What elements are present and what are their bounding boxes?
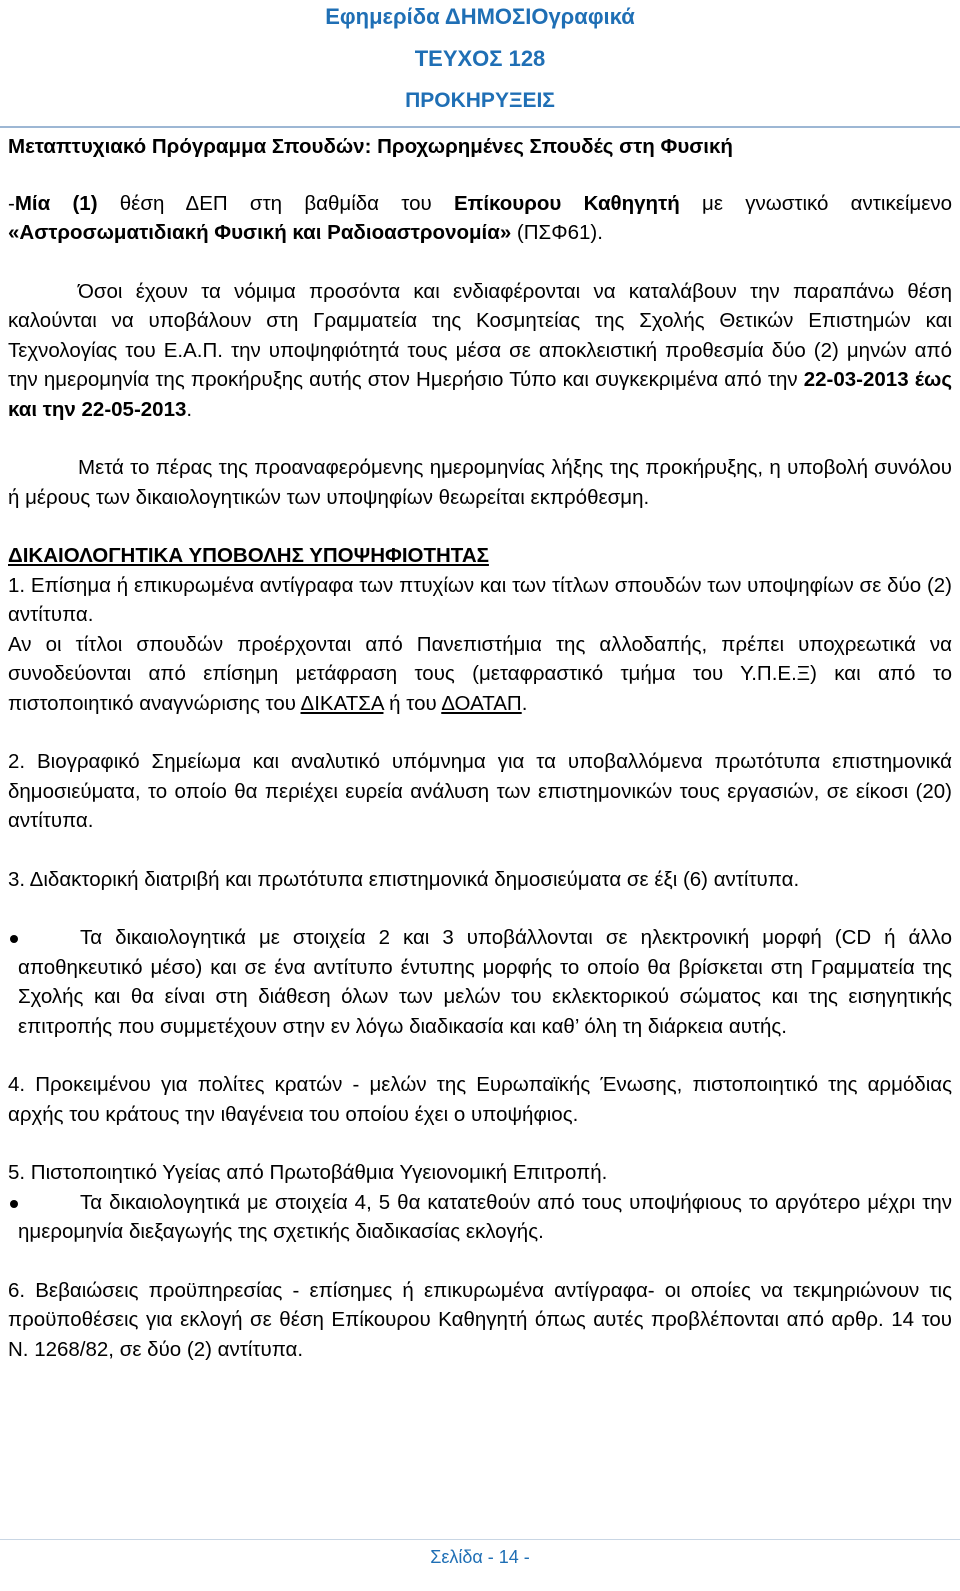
- invitation-text: Όσοι έχουν τα νόμιμα προσόντα και ενδιαφέρονται να καταλάβουν την παραπάνω θέση καλούνται να υποβάλουν στη Γραμματεία της Κοσμητείας της Σχολής Θετικών Επιστημών και Τεχνολογίας του Ε.Α.Π. την υποψηφιότητά τους μέσα σε αποκλειστική προθεσμία δύο (2) μηνών από την ημερομηνία της προκήρυξης αυτής στον Ημερήσιο Τύπο και συγκεκριμένα από την: [8, 279, 952, 391]
- requirements-heading: ΔΙΚΑΙΟΛΟΓΗΤΙΚΑ ΥΠΟΒΟΛΗΣ ΥΠΟΨΗΦΙΟΤΗΤΑΣ: [8, 544, 489, 567]
- invitation-paragraph: [8, 277, 952, 425]
- bullet-icon: [10, 935, 18, 943]
- bullet-electronic-submission: [8, 923, 952, 1041]
- submission-dates: 22-03-2013 έως και την 22-05-2013: [8, 368, 952, 421]
- document-body: [8, 129, 952, 1364]
- page-number: Σελίδα - 14 -: [430, 1547, 530, 1567]
- requirement-item-1: 1. Επίσημα ή επικυρωμένα αντίγραφα των πτυχίων και των τίτλων σπουδών των υποψηφίων σε δύο (2) αντίτυπα.: [8, 573, 952, 626]
- late-submission-paragraph: Μετά το πέρας της προαναφερόμενης ημερομηνίας λήξης της προκήρυξης, η υποβολή συνόλου ή μέρους των δικαιολογητικών των υποψηφίων θεωρείται εκπρόθεσμη.: [8, 456, 952, 509]
- position-paragraph: [8, 189, 952, 248]
- foreign-dikatsa: ΔΙΚΑΤΣΑ: [300, 691, 384, 715]
- bullet-submission-deadline: [8, 1188, 952, 1247]
- position-prefix: -: [8, 191, 15, 215]
- requirement-item-3: 3. Διδακτορική διατριβή και πρωτότυπα επιστημονικά δημοσιεύματα σε έξι (6) αντίτυπα.: [8, 867, 800, 891]
- foreign-doatap: ΔΟΑΤΑΠ: [441, 691, 522, 715]
- foreign-text-2: ή του: [383, 691, 442, 715]
- position-text-3: (ΠΣΦ61).: [511, 221, 603, 244]
- requirement-item-6: 6. Βεβαιώσεις προϋπηρεσίας - επίσημες ή επικυρωμένα αντίγραφα- οι οποίες να τεκμηριώνουν τις προϋποθέσεις για εκλογή σε θέση Επίκουρου Καθηγητή όπως αυτές προβλέπονται από αρθρ. 14 του Ν. 1268/82, σε δύο (2) αντίτυπα.: [8, 1278, 952, 1361]
- issue-number: ΤΕΥΧΟΣ 128: [414, 46, 546, 71]
- requirement-item-4: 4. Προκειμένου για πολίτες κρατών - μελών της Ευρωπαϊκής Ένωσης, πιστοποιητικό της αρμόδιας αρχής του κράτους την ιθαγένεια του οποίου έχει ο υποψήφιος.: [8, 1073, 952, 1126]
- bullet-icon: [10, 1200, 18, 1208]
- foreign-text-1: Αν οι τίτλοι σπουδών προέρχονται από Πανεπιστήμια της αλλοδαπής, πρέπει υποχρεωτικά να συνοδεύονται από επίσημη μετάφραση τους (μεταφραστικό τμήμα του Υ.Π.Ε.Ξ) και από το πιστοποιητικό αναγνώρισης του: [8, 632, 952, 715]
- requirement-item-2: 2. Βιογραφικό Σημείωμα και αναλυτικό υπόμνημα για τα υποβαλλόμενα πρωτότυπα επιστημονικά δημοσιεύματα, το οποίο θα περιέχει ευρεία ανάλυση των επιστημονικών τους εργασιών, σε είκοσι (20) αντίτυπα.: [8, 750, 952, 832]
- position-text-2: με γνωστικό αντικείμενο: [679, 191, 952, 215]
- bullet-deadline-text: Τα δικαιολογητικά με στοιχεία 4, 5 θα κατατεθούν από τους υποψήφιους το αργότερο μέχρι την ημερομηνία διεξαγωγής της σχετικής διαδικασίας εκλογής.: [18, 1190, 952, 1243]
- footer-divider: [0, 1539, 960, 1540]
- program-title: Μεταπτυχιακό Πρόγραμμα Σπουδών: Προχωρημένες Σπουδές στη Φυσική: [8, 135, 733, 158]
- position-subject: «Αστροσωματιδιακή Φυσική και Ραδιοαστρονομία»: [8, 221, 512, 244]
- foreign-text-3: .: [521, 691, 528, 715]
- position-rank: Επίκουρου Καθηγητή: [453, 191, 680, 215]
- header-divider: [0, 126, 960, 128]
- section-title: ΠΡΟΚΗΡΥΞΕΙΣ: [405, 89, 555, 112]
- bullet-electronic-text: Τα δικαιολογητικά με στοιχεία 2 και 3 υποβάλλονται σε ηλεκτρονική μορφή (CD ή άλλο αποθηκευτικό μέσο) και σε ένα αντίτυπο έντυπης μορφής το οποίο θα βρίσκεται στη Γραμματεία της Σχολής και θα είναι στη διάθεση όλων των μελών του εκλεκτορικού σώματος και της εισηγητικής επιτροπής που συμμετέχουν στην εν λόγω διαδικασία και καθ’ όλη τη διάρκεια αυτής.: [18, 926, 952, 1038]
- requirement-item-1-foreign: [8, 630, 952, 719]
- publication-title: Εφημερίδα ΔΗΜΟΣΙΟγραφικά: [325, 4, 635, 29]
- position-text-1: θέση ΔΕΠ στη βαθμίδα του: [97, 191, 454, 215]
- position-count: Μία (1): [14, 191, 98, 215]
- requirement-item-5: 5. Πιστοποιητικό Υγείας από Πρωτοβάθμια Υγειονομική Επιτροπή.: [8, 1161, 608, 1184]
- invitation-end: .: [186, 397, 193, 421]
